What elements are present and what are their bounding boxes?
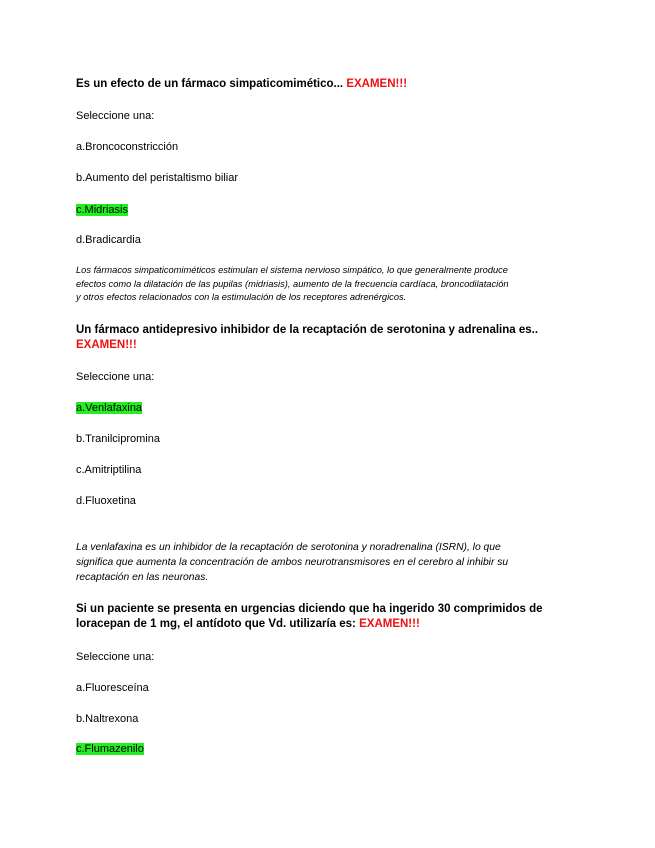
explanation-line: y otros efectos relacionados con la estimulación de los receptores adrenérgicos.: [76, 292, 407, 302]
question-3-prompt: Seleccione una:: [76, 651, 155, 663]
explanation-line: Los fármacos simpaticomiméticos estimulan el sistema nervioso simpático, lo que generalmente produce: [76, 265, 508, 275]
question-2-prompt: Seleccione una:: [76, 371, 155, 383]
question-3-option-a[interactable]: a.Fluoresceína: [76, 682, 149, 694]
explanation-line: recaptación en las neuronas.: [76, 572, 209, 583]
correct-answer-highlight: c.Flumazenilo: [76, 743, 144, 755]
question-1-prompt: Seleccione una:: [76, 110, 155, 122]
correct-answer-highlight: a.Venlafaxina: [76, 402, 143, 414]
question-3-text-line2: loracepan de 1 mg, el antídoto que Vd. utilizaría es:: [76, 618, 356, 630]
question-3-text-line1: Si un paciente se presenta en urgencias diciendo que ha ingerido 30 comprimidos de: [76, 603, 543, 615]
question-1-option-c[interactable]: [76, 203, 128, 217]
question-2-option-c[interactable]: c.Amitriptilina: [76, 464, 142, 476]
correct-answer-highlight: c.Midriasis: [76, 204, 128, 216]
question-3-title: [76, 602, 596, 632]
question-1-title: [76, 77, 596, 92]
question-1-option-a[interactable]: a.Broncoconstricción: [76, 141, 179, 153]
exam-tag: EXAMEN!!!: [346, 78, 408, 90]
explanation-line: significa que aumenta la concentración de ambos neurotransmisores en el cerebro al inhibir su: [76, 557, 509, 568]
question-2-option-a[interactable]: [76, 401, 142, 415]
question-3-option-b[interactable]: b.Naltrexona: [76, 713, 139, 725]
question-1-explanation: [76, 264, 586, 305]
question-3-option-c[interactable]: [76, 742, 144, 756]
question-2-title: [76, 323, 596, 353]
question-1-text: Es un efecto de un fármaco simpaticomimético...: [76, 78, 344, 90]
question-1-option-d[interactable]: d.Bradicardia: [76, 234, 141, 246]
exam-tag: EXAMEN!!!: [76, 339, 137, 351]
question-2-explanation: [76, 540, 586, 585]
exam-tag: EXAMEN!!!: [359, 618, 420, 630]
question-2-option-b[interactable]: b.Tranilcipromina: [76, 433, 160, 445]
question-1-option-b[interactable]: b.Aumento del peristaltismo biliar: [76, 172, 239, 184]
question-2-option-d[interactable]: d.Fluoxetina: [76, 495, 136, 507]
question-2-text: Un fármaco antidepresivo inhibidor de la recaptación de serotonina y adrenalina es..: [76, 324, 539, 336]
explanation-line: La venlafaxina es un inhibidor de la recaptación de serotonina y noradrenalina (ISRN), lo que: [76, 542, 501, 553]
explanation-line: efectos como la dilatación de las pupilas (midriasis), aumento de la frecuencia cardíaca, broncodilatación: [76, 278, 509, 289]
